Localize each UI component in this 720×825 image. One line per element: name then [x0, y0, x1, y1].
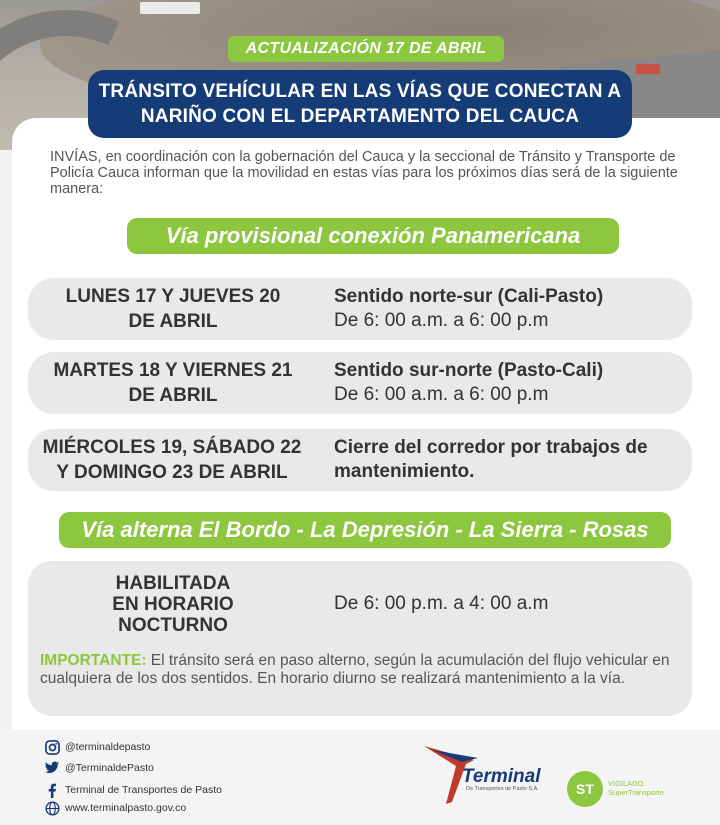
row-detail: [334, 352, 690, 414]
schedule-row: [28, 352, 692, 414]
important-note: [40, 652, 684, 688]
supertransporte-icon: ST: [567, 771, 603, 807]
row-days: MIÉRCOLES 19, SÁBADO 22 Y DOMINGO 23 DE ABRIL: [42, 437, 302, 483]
web-icon: [44, 800, 60, 816]
twitter-icon: [44, 760, 60, 776]
twitter-link[interactable]: @TerminaldePasto: [44, 760, 154, 776]
instagram-link[interactable]: @terminaldepasto: [44, 739, 150, 755]
row-days: MARTES 18 Y VIERNES 21 DE ABRIL: [53, 360, 293, 406]
schedule-row: [28, 278, 692, 340]
page-title: [88, 70, 632, 138]
row-days: LUNES 17 Y JUEVES 20 DE ABRIL: [65, 286, 281, 332]
intro-text: INVÍAS, en coordinación con la gobernación del Cauca y la seccional de Tránsito y Transporte de Policía Cauca informan que la movilidad en estas vías para los próximos días será de la siguiente manera:: [50, 149, 678, 197]
instagram-icon: [44, 739, 60, 755]
row-hours: De 6: 00 a.m. a 6: 00 p.m: [334, 384, 549, 405]
website-link[interactable]: www.terminalpasto.gov.co: [44, 800, 186, 816]
row-detail: [334, 278, 690, 340]
facebook-icon: [44, 782, 60, 798]
terminal-brand-sub: De Transportes de Pasto S.A.: [466, 786, 539, 792]
row-closure-2: mantenimiento.: [334, 461, 475, 482]
title-line-2: NARIÑO CON EL DEPARTAMENTO DEL CAUCA: [140, 106, 580, 127]
update-date-badge: ACTUALIZACIÓN 17 DE ABRIL: [228, 36, 504, 62]
row-hours: De 6: 00 a.m. a 6: 00 p.m: [334, 310, 549, 331]
section-title-alterna: Vía alterna El Bordo - La Depresión - La Sierra - Rosas: [59, 512, 671, 548]
row-direction: Sentido norte-sur (Cali-Pasto): [334, 286, 604, 307]
alternate-route-box: [28, 561, 692, 716]
status-label: HABILITADA EN HORARIO NOCTURNO: [112, 572, 234, 636]
terminal-brand: Terminal: [462, 766, 541, 787]
row-closure: Cierre del corredor por trabajos de: [334, 437, 648, 458]
supertransporte-text: VIGILADO SuperTransporte: [608, 779, 665, 797]
schedule-row: [28, 429, 692, 491]
facebook-link[interactable]: Terminal de Transportes de Pasto: [44, 782, 222, 798]
section-title-panamericana: Vía provisional conexión Panamericana: [127, 218, 619, 254]
important-label: IMPORTANTE:: [40, 652, 147, 669]
row-detail: [334, 429, 690, 491]
row-direction: Sentido sur-norte (Pasto-Cali): [334, 360, 604, 381]
alternate-schedule: De 6: 00 p.m. a 4: 00 a.m: [334, 593, 549, 614]
important-text: El tránsito será en paso alterno, según la acumulación del flujo vehicular en cualquiera de los dos sentidos. En horario diurno se realizará mantenimiento a la vía.: [40, 652, 670, 687]
title-line-1: TRÁNSITO VEHÍCULAR EN LAS VÍAS QUE CONECTAN A: [98, 81, 622, 102]
